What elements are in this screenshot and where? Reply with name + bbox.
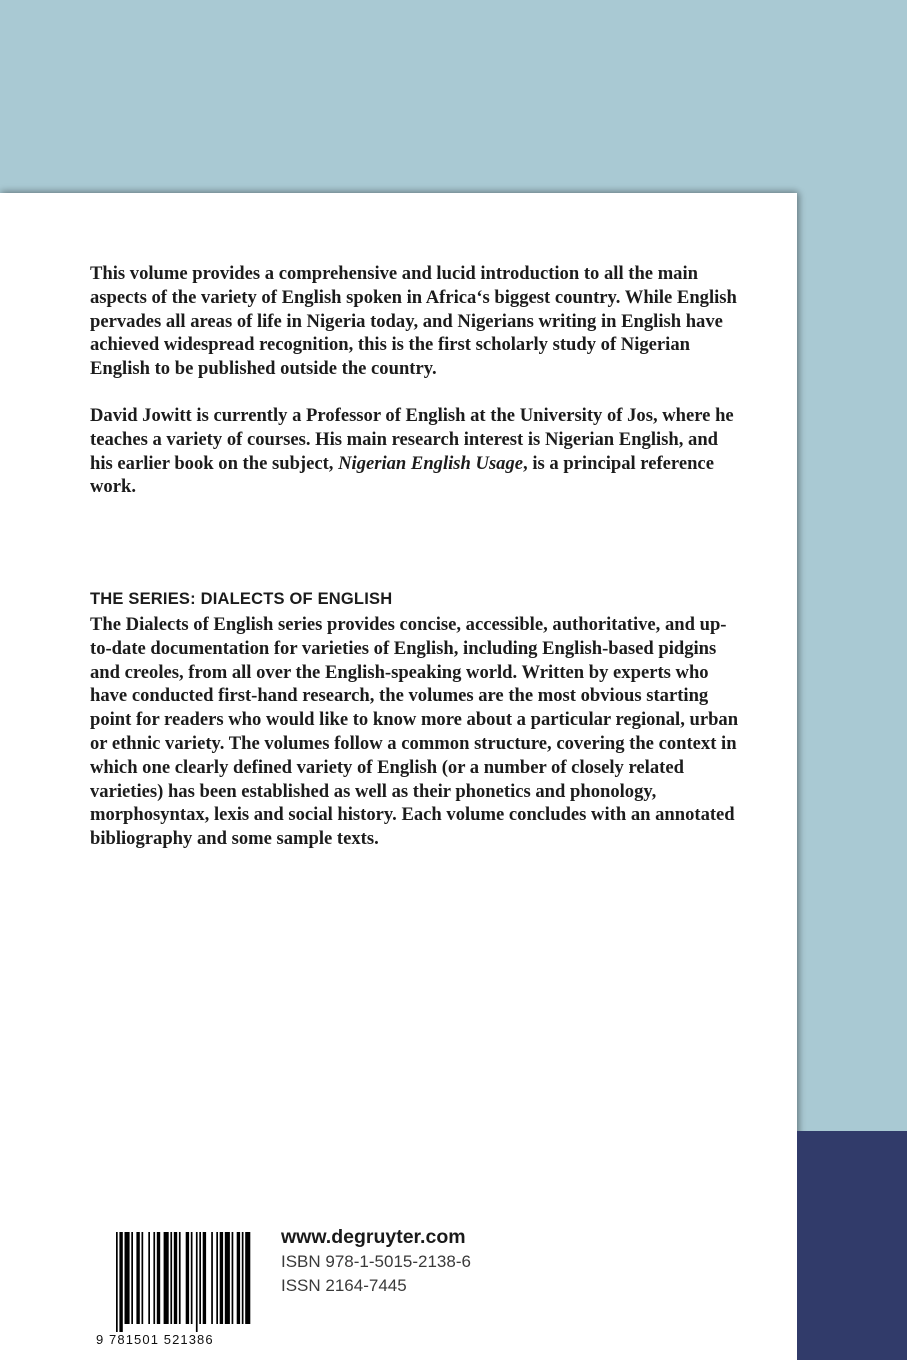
barcode-bar: [131, 1232, 133, 1324]
barcode-bars: [96, 1232, 256, 1332]
barcode-bar: [216, 1232, 218, 1324]
isbn-number: ISBN 978-1-5015-2138-6: [281, 1252, 471, 1271]
author-book-title: Nigerian English Usage: [338, 452, 524, 474]
barcode-bar: [203, 1232, 206, 1324]
barcode-bar: [220, 1232, 223, 1324]
barcode-bar: [232, 1232, 234, 1324]
series-paragraph: The Dialects of English series provides concise, accessible, authoritative, and up-to-date documentation for varieties of English, including English-based pidgins and creoles, from all over the English-speaking world. Written by experts who have conducted first-hand research, the volumes are the most obvious starting point for readers who would like to know more about a particular regional, urban or ethnic variety. The volumes follow a common structure, covering the context in which one clearly defined variety of English (or a number of closely related varieties) has been established as well as their phonetics and phonology, morphosyntax, lexis and social history. Each volume concludes with an annotated bibliography and some sample texts.: [90, 614, 739, 850]
barcode-bar: [164, 1232, 169, 1324]
barcode-bar: [196, 1232, 198, 1332]
book-description: [90, 262, 740, 381]
author-text-before: David Jowitt is currently a Professor of English at the University of Jos, where he teaches a variety of courses. His main research interest is Nigerian English, and his earlier book on the subject,: [90, 405, 734, 474]
series-heading: THE SERIES: DIALECTS OF ENGLISH: [90, 590, 393, 608]
barcode-bar: [136, 1232, 139, 1324]
author-paragraph: [90, 404, 740, 499]
barcode-digits: 9 781501 521386: [96, 1332, 214, 1347]
barcode-bar: [174, 1232, 177, 1324]
barcode-bar: [142, 1232, 144, 1324]
barcode-bar: [119, 1232, 122, 1332]
author-text-after: , is a principal reference work.: [90, 452, 714, 498]
navy-accent-band: [797, 1131, 907, 1360]
barcode-bar: [148, 1232, 150, 1324]
barcode-bar: [116, 1232, 118, 1332]
publisher-info: [281, 1224, 471, 1298]
barcode-bar: [242, 1232, 244, 1324]
publisher-url[interactable]: www.degruyter.com: [281, 1226, 466, 1248]
barcode-bar: [125, 1232, 130, 1324]
barcode-bar: [237, 1232, 240, 1324]
barcode-bar: [191, 1232, 193, 1324]
series-description: [90, 613, 740, 851]
barcode-bar: [245, 1232, 250, 1324]
intro-paragraph: This volume provides a comprehensive and lucid introduction to all the main aspects of the variety of English spoken in Africa‘s biggest country. While English pervades all areas of life in Nigeria today, and Nigerians writing in English have achieved widespread recognition, this is the first scholarly study of Nigerian English to be published outside the country.: [90, 263, 737, 380]
barcode-bar: [157, 1232, 160, 1324]
barcode-bar: [225, 1232, 230, 1324]
barcode-bar: [153, 1232, 155, 1324]
barcode-bar: [186, 1232, 189, 1324]
barcode-bar: [170, 1232, 172, 1324]
barcode-bar: [211, 1232, 213, 1324]
issn-number: ISSN 2164-7445: [281, 1276, 407, 1295]
barcode-bar: [199, 1232, 201, 1324]
author-bio: [90, 404, 740, 499]
barcode-bar: [179, 1232, 181, 1324]
